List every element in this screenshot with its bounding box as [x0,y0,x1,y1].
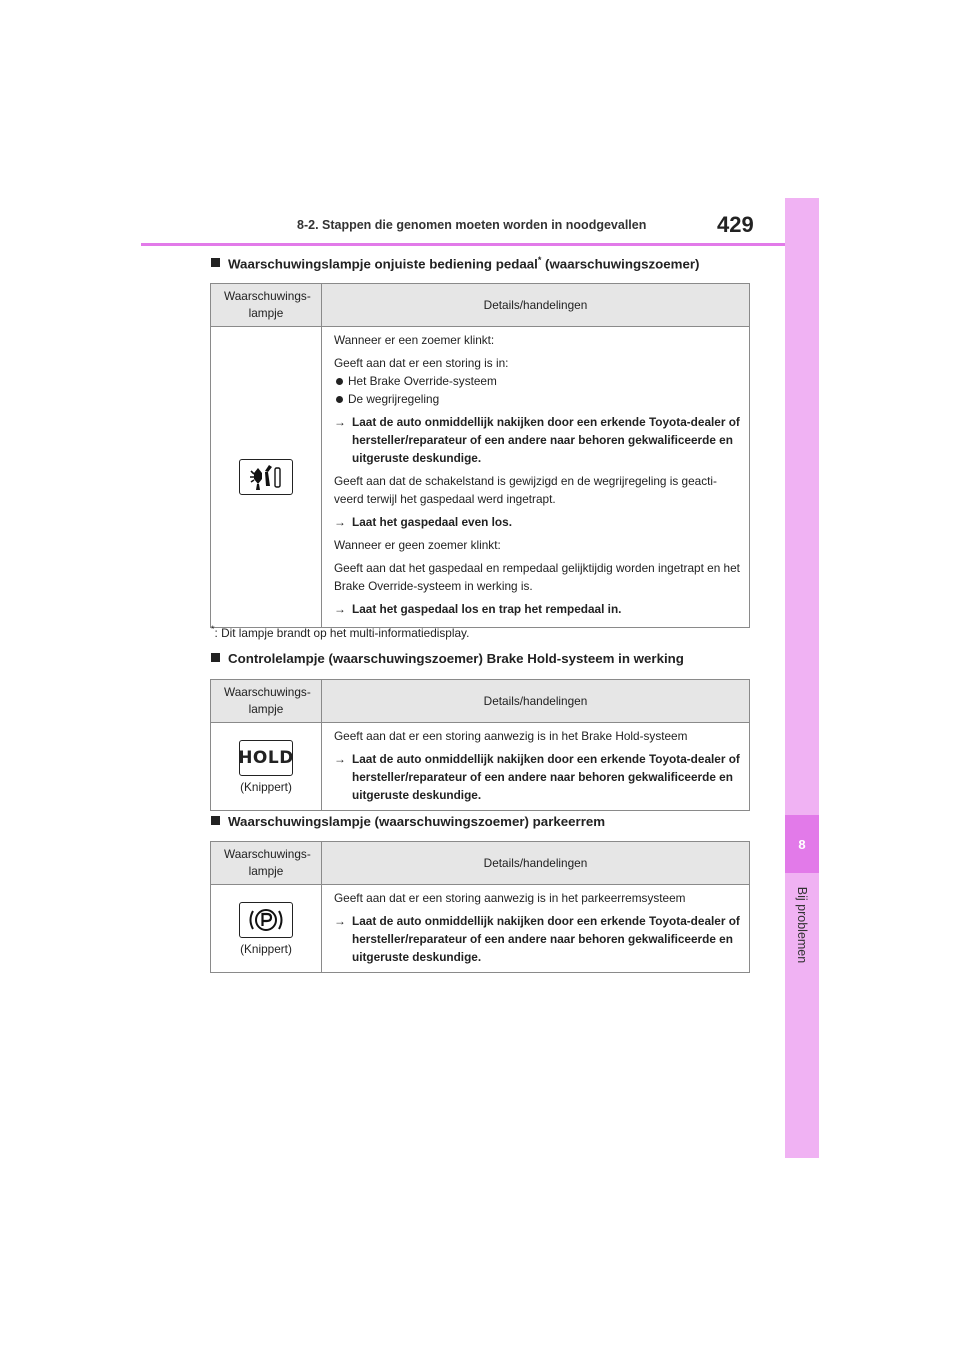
column-header-details: Details/handelingen [322,284,750,327]
column-header-details: Details/handelingen [322,842,750,885]
paragraph: Geeft aan dat er een storing aanwezig is in het parkeerremsysteem [334,891,686,905]
paragraph: Wanneer er een zoemer klinkt: [334,333,495,347]
heading-tail: (waarschuwingszoemer) [541,256,700,272]
action-item: → Laat de auto onmiddellijk nakijken door een erkende Toyota-dealer of hersteller/reparateur of een andere naar behoren gekwalificeerde en uitgeruste deskundige. [334,413,743,467]
bullet-item: Het Brake Override-systeem [334,372,743,390]
heading-square-icon [211,816,220,825]
heading-text: Waarschuwingslampje onjuiste bediening pedaal [228,256,538,272]
header-title: 8-2. Stappen die genomen moeten worden in noodgevallen [297,218,647,232]
lamp-cell [211,885,322,973]
paragraph: Geeft aan dat er een storing aanwezig is in het Brake Hold-systeem [334,729,688,743]
heading-asterisk: * [537,255,542,265]
paragraph: Geeft aan dat het gaspedaal en rempedaal gelijktijdig worden ingetrapt en het Brake Override-systeem in werking is. [334,561,740,593]
heading-square-icon [211,258,220,267]
chapter-side-band [785,198,819,1158]
page-number: 429 [717,212,754,237]
column-header-details: Details/handelingen [322,680,750,723]
table-header-row [211,284,750,327]
action-item: → Laat het gaspedaal los en trap het rempedaal in. [334,600,743,618]
heading-text: Controlelampje (waarschuwingszoemer) Brake Hold-systeem in werking [228,651,684,666]
details-cell [322,885,750,973]
table-row [211,723,750,811]
pedal-warning-table [210,283,750,628]
heading-square-icon [211,653,220,662]
chapter-number-tab[interactable] [785,815,819,873]
header-rule [141,243,785,246]
details-cell [322,723,750,811]
lamp-cell [211,723,322,811]
footnote-text: : Dit lampje brandt op het multi-informatiedisplay. [214,625,470,640]
section-heading-pedal [211,255,699,271]
chapter-label: Bij problemen [795,886,809,964]
lamp-cell [211,327,322,628]
bullet-item: De wegrijregeling [334,390,743,408]
parking-brake-icon [239,902,293,938]
icon-caption: (Knippert) [240,779,292,794]
column-header-lamp: Waarschuwings-lampje [211,680,322,723]
column-header-lamp: Waarschuwings-lampje [211,842,322,885]
parking-brake-table [210,841,750,973]
footnote-mark: * [211,624,215,634]
section-heading-parking-brake [211,814,605,829]
table-row [211,327,750,628]
chapter-label-box [785,880,819,970]
table-header-row [211,842,750,885]
paragraph: Geeft aan dat de schakelstand is gewijzigd en de wegrijregeling is geacti-veerd terwijl het gaspedaal werd ingetrapt. [334,474,717,506]
table-header-row [211,680,750,723]
paragraph: Wanneer er geen zoemer klinkt: [334,538,501,552]
table-row [211,885,750,973]
heading-text: Waarschuwingslampje (waarschuwingszoemer) parkeerrem [228,814,606,829]
icon-caption: (Knippert) [240,941,292,956]
footnote [211,624,469,640]
brake-hold-table [210,679,750,811]
hold-icon-text: HOLD [238,747,294,768]
action-item: → Laat het gaspedaal even los. [334,513,743,531]
pedal-warning-icon [239,459,293,495]
details-cell [322,327,750,628]
chapter-number: 8 [798,836,806,852]
section-heading-brake-hold [211,651,684,666]
action-item: → Laat de auto onmiddellijk nakijken door een erkende Toyota-dealer of hersteller/reparateur of een andere naar behoren gekwalificeerde en uitgeruste deskundige. [334,750,743,804]
column-header-lamp: Waarschuwings-lampje [211,284,322,327]
action-item: → Laat de auto onmiddellijk nakijken door een erkende Toyota-dealer of hersteller/reparateur of een andere naar behoren gekwalificeerde en uitgeruste deskundige. [334,912,743,966]
paragraph: Geeft aan dat er een storing is in: [334,356,509,370]
hold-indicator-icon [239,740,293,776]
